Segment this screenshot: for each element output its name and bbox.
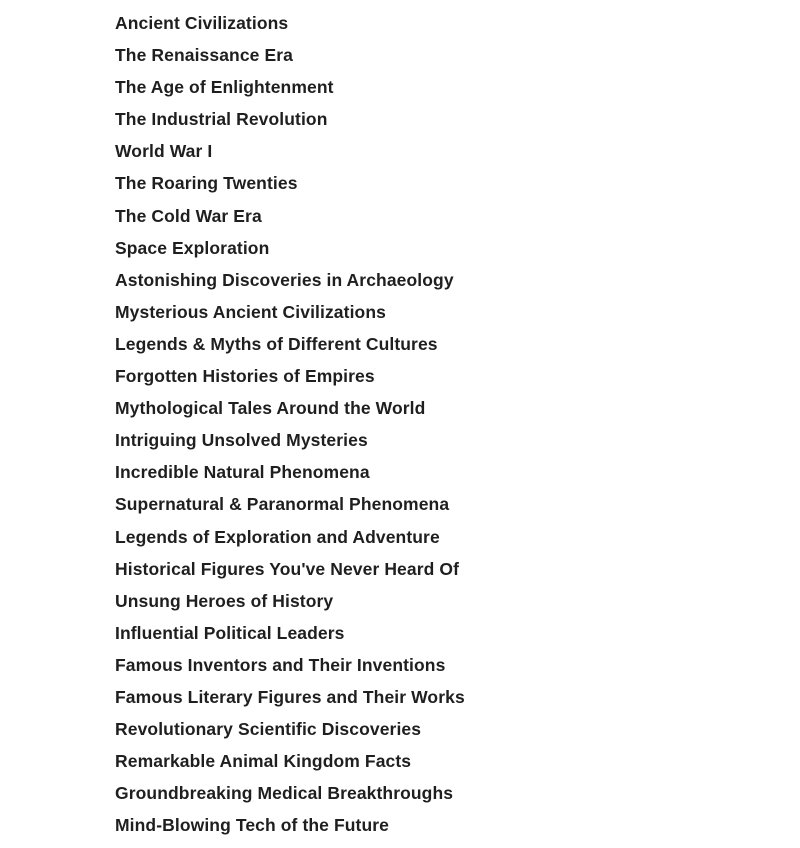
topic-item: Mind-Blowing Tech of the Future xyxy=(115,815,389,836)
topic-item: Historical Figures You've Never Heard Of xyxy=(115,558,460,579)
topic-item: Ancient Civilizations xyxy=(115,13,289,33)
topic-list xyxy=(115,11,465,845)
topic-item: The Renaissance Era xyxy=(115,45,293,66)
topic-item: Mysterious Ancient Civilizations xyxy=(115,301,386,322)
topic-item: The Industrial Revolution xyxy=(115,109,328,130)
topic-item: Famous Inventors and Their Inventions xyxy=(115,654,446,675)
topic-item: Revolutionary Scientific Discoveries xyxy=(115,719,422,740)
topic-item: Space Exploration xyxy=(115,237,270,258)
topic-item: Supernatural & Paranormal Phenomena xyxy=(115,494,450,515)
topic-item: Unsung Heroes of History xyxy=(115,590,334,611)
topic-item: Remarkable Animal Kingdom Facts xyxy=(115,751,412,772)
topic-item: Astonishing Discoveries in Archaeology xyxy=(115,269,454,290)
topic-item: Legends & Myths of Different Cultures xyxy=(115,333,438,354)
topic-item: World War I xyxy=(115,141,213,162)
topic-item: The Cold War Era xyxy=(115,205,262,226)
topic-item: The Age of Enlightenment xyxy=(115,77,334,98)
topic-item: Incredible Natural Phenomena xyxy=(115,462,370,483)
topic-item: Forgotten Histories of Empires xyxy=(115,366,375,387)
topic-item: Mythological Tales Around the World xyxy=(115,398,426,419)
topic-item: Groundbreaking Medical Breakthroughs xyxy=(115,783,454,804)
topic-item: Intriguing Unsolved Mysteries xyxy=(115,430,368,451)
topic-item: Legends of Exploration and Adventure xyxy=(115,526,440,547)
topic-item: Famous Literary Figures and Their Works xyxy=(115,686,465,707)
topic-item: The Roaring Twenties xyxy=(115,173,298,194)
topic-item: Influential Political Leaders xyxy=(115,622,345,643)
